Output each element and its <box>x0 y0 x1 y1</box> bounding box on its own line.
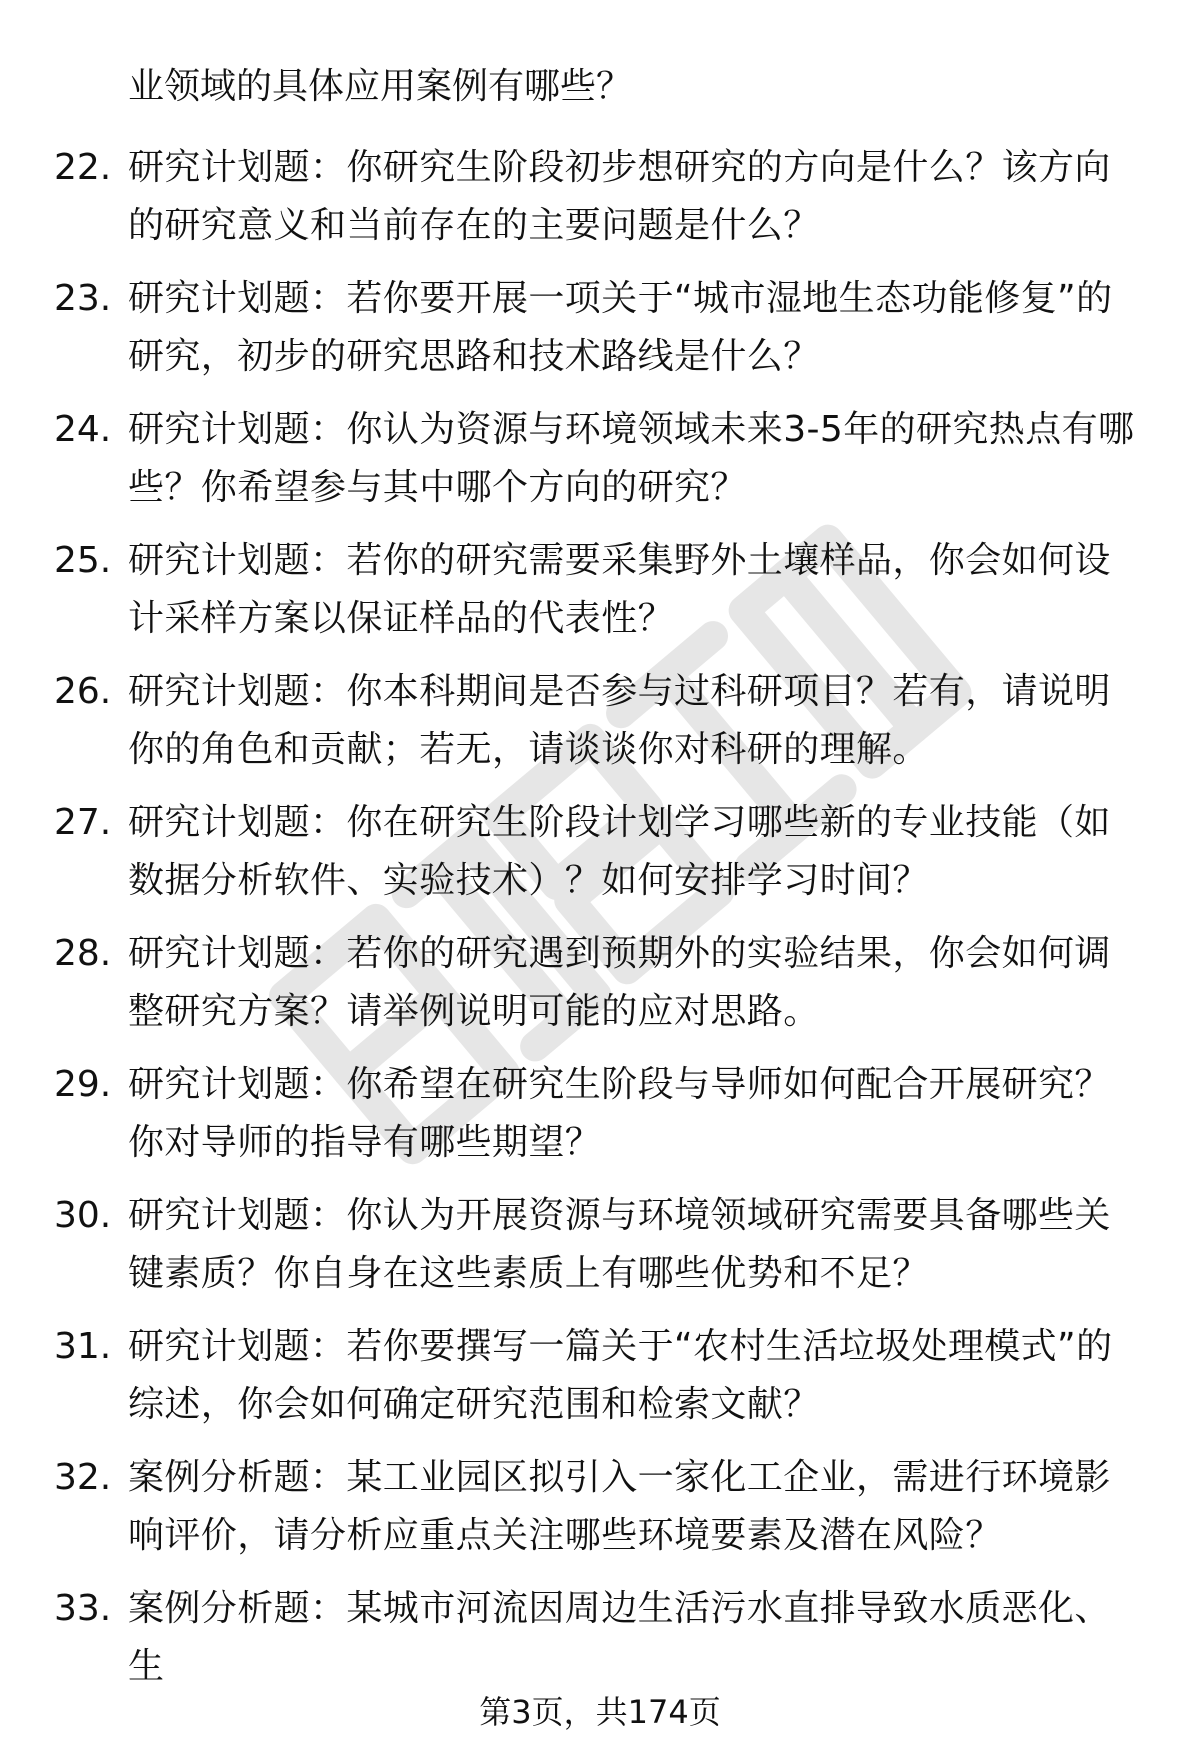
question-text: 研究计划题：若你的研究遇到预期外的实验结果，你会如何调整研究方案？请举例说明可能的应对思路。 <box>128 933 1111 1032</box>
question-number: 28. <box>54 933 112 974</box>
question-number: 24. <box>54 409 112 450</box>
question-item <box>0 794 1200 913</box>
question-number: 31. <box>54 1326 112 1367</box>
question-item <box>0 663 1200 782</box>
question-number: 23. <box>54 278 112 319</box>
question-item <box>0 1056 1200 1175</box>
question-list <box>0 139 1200 1711</box>
question-item <box>0 401 1200 520</box>
question-text: 案例分析题：某城市河流因周边生活污水直排导致水质恶化、生 <box>128 1588 1111 1687</box>
question-text: 研究计划题：若你的研究需要采集野外土壤样品，你会如何设计采样方案以保证样品的代表性？ <box>128 540 1111 639</box>
question-number: 27. <box>54 802 112 843</box>
question-text: 研究计划题：你本科期间是否参与过科研项目？若有，请说明你的角色和贡献；若无，请谈谈你对科研的理解。 <box>128 671 1111 770</box>
question-number: 25. <box>54 540 112 581</box>
question-text: 研究计划题：你在研究生阶段计划学习哪些新的专业技能（如数据分析软件、实验技术）？如何安排学习时间？ <box>128 802 1111 901</box>
question-number: 29. <box>54 1064 112 1105</box>
question-number: 33. <box>54 1588 112 1629</box>
question-item <box>0 1318 1200 1437</box>
question-number: 30. <box>54 1195 112 1236</box>
question-text: 研究计划题：你认为开展资源与环境领域研究需要具备哪些关键素质？你自身在这些素质上有哪些优势和不足？ <box>128 1195 1111 1294</box>
question-item <box>0 139 1200 258</box>
question-item <box>0 1580 1200 1699</box>
question-item <box>0 925 1200 1044</box>
question-item <box>0 1187 1200 1306</box>
question-number: 32. <box>54 1457 112 1498</box>
question-text: 研究计划题：若你要撰写一篇关于“农村生活垃圾处理模式”的综述，你会如何确定研究范围和检索文献？ <box>128 1326 1113 1425</box>
question-text: 研究计划题：你认为资源与环境领域未来3-5年的研究热点有哪些？你希望参与其中哪个方向的研究？ <box>128 409 1135 508</box>
question-item <box>0 1449 1200 1568</box>
continuation-text: 业领域的具体应用案例有哪些？ <box>128 66 633 107</box>
question-number: 22. <box>54 147 112 188</box>
question-text: 研究计划题：你希望在研究生阶段与导师如何配合开展研究？你对导师的指导有哪些期望？ <box>128 1064 1111 1163</box>
page-footer: 第3页，共174页 <box>479 1693 721 1731</box>
question-text: 研究计划题：若你要开展一项关于“城市湿地生态功能修复”的研究，初步的研究思路和技术路线是什么？ <box>128 278 1113 377</box>
question-item <box>0 532 1200 651</box>
question-text: 研究计划题：你研究生阶段初步想研究的方向是什么？该方向的研究意义和当前存在的主要问题是什么？ <box>128 147 1111 246</box>
question-text: 案例分析题：某工业园区拟引入一家化工企业，需进行环境影响评价，请分析应重点关注哪些环境要素及潜在风险？ <box>128 1457 1111 1556</box>
question-item <box>0 270 1200 389</box>
question-number: 26. <box>54 671 112 712</box>
